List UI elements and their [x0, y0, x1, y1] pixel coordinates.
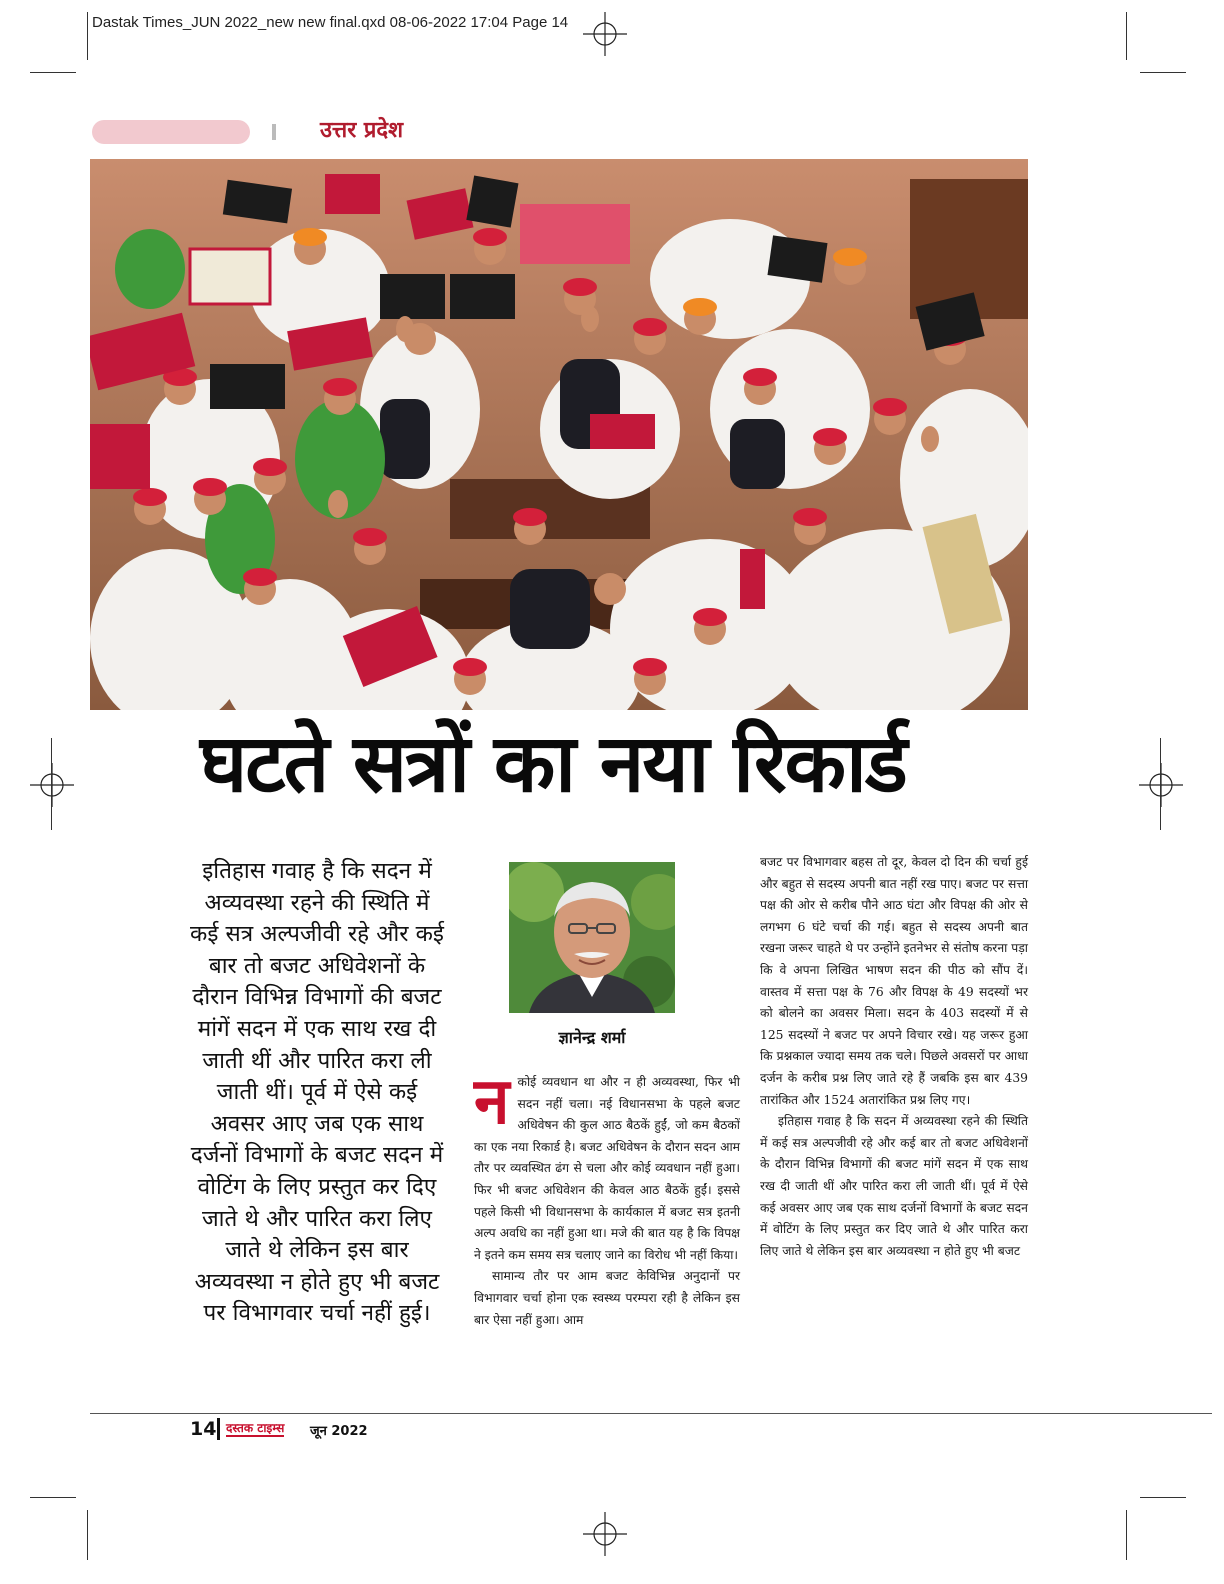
crop-mark	[87, 12, 88, 60]
crop-mark	[1140, 72, 1186, 73]
registration-mark-icon	[1139, 763, 1183, 807]
page-number: 14	[190, 1418, 217, 1440]
crop-mark	[1160, 738, 1161, 830]
headline: घटते सत्रों का नया रिकार्ड	[200, 717, 906, 810]
pull-quote: इतिहास गवाह है कि सदन में अव्यवस्था रहने की स्थिति में कई सत्र अल्पजीवी रहे और कई बार तो बजट अधिवेशनों के दौरान विभिन्न विभागों की बजट मांगें सदन में एक साथ रख दी जाती थीं और पारित करा ली जाती थीं। पूर्व में ऐसे कई अवसर आए जब एक साथ दर्जनों विभागों के बजट सदन में वोटिंग के लिए प्रस्तुत कर दिए जाते थे और पारित करा लिए जाते थे लेकिन इस बार अव्यवस्था न होते हुए भी बजट पर विभागवार चर्चा नहीं हुई।	[190, 858, 444, 1327]
registration-mark-icon	[30, 763, 74, 807]
author-photo	[509, 862, 675, 1013]
registration-mark-icon	[583, 1512, 627, 1556]
print-slug: Dastak Times_JUN 2022_new new final.qxd 08-06-2022 17:04 Page 14	[92, 14, 569, 31]
crop-mark	[30, 72, 76, 73]
article-paragraph: कोई व्यवधान था और न ही अव्यवस्था, फिर भी सदन नहीं चला। नई विधानसभा के पहले बजट अधिवेषन की कुल आठ बैठकें हुईं, जो कम बैठकों का एक नया रिकार्ड है। बजट अधिवेषन के दौरान सदन आम तौर पर व्यवस्थित ढंग से चला और कोई व्यवधान नहीं हुआ। फिर भी बजट अधिवेशन की केवल आठ बैठकें हुईं। इससे पहले किसी भी विधानसभा के कार्यकाल में बजट सत्र इतनी अल्प अवधि का नहीं हुआ था। मजे की बात यह है कि विपक्ष ने इतने कम समय सत्र चलाए जाने का विरोध भी नहीं किया।	[474, 1075, 740, 1262]
article-paragraph: इतिहास गवाह है कि सदन में अव्यवस्था रहने की स्थिति में कई सत्र अल्पजीवी रहे और कई बार तो बजट अधिवेशनों के दौरान विभिन्न विभागों की बजट मांगें सदन में एक साथ रख दी जाती थीं और पारित करा ली जाती थीं। पूर्व में ऐसे कई अवसर आए जब एक साथ दर्जनों विभागों के बजट सदन में वोटिंग के लिए प्रस्तुत कर दिए जाते थे और पारित करा लिए जाते थे लेकिन इस बार अव्यवस्था न होते हुए भी बजट	[760, 1114, 1028, 1258]
crop-mark	[1126, 12, 1127, 60]
crop-mark	[51, 738, 52, 830]
article-paragraph: सामान्य तौर पर आम बजट केविभिन्न अनुदानों पर विभागवार चर्चा होना एक स्वस्थ्य परम्परा रही है लेकिन इस बार ऐसा नहीं हुआ। आम	[474, 1269, 740, 1327]
author-portrait-illustration	[509, 862, 675, 1013]
footer-divider	[217, 1418, 220, 1440]
footer-rule	[90, 1413, 1212, 1414]
crop-mark	[30, 1497, 76, 1498]
registration-mark-icon	[583, 12, 627, 56]
crop-mark	[1126, 1510, 1127, 1560]
crop-mark	[1140, 1497, 1186, 1498]
drop-cap: न	[474, 1065, 510, 1139]
assembly-protest-photo	[90, 159, 1028, 710]
protest-scene-illustration	[90, 159, 1028, 710]
section-accent-bar	[92, 120, 250, 144]
article-column-3	[760, 852, 1028, 1262]
section-title: उत्तर प्रदेश	[320, 118, 404, 143]
magazine-logo: दस्तक टाइम्स	[226, 1421, 285, 1435]
article-column-2	[474, 1065, 740, 1331]
crop-mark	[87, 1510, 88, 1560]
issue-date: जून 2022	[310, 1424, 368, 1439]
article-paragraph: बजट पर विभागवार बहस तो दूर, केवल दो दिन की चर्चा हुई और बहुत से सदस्य अपनी बात नहीं रख पाए। बजट पर सत्ता पक्ष की ओर से करीब पौने आठ घंटा और विपक्ष की ओर से लगभग 6 घंटे चर्चा की गई। बहुत से सदस्य अपनी बात रखना जरूर चाहते थे पर उन्होंने इतनेभर से संतोष करना पड़ा कि वे अपना लिखित भाषण सदन की पीठ को सौंप दें। वास्तव में सत्ता पक्ष के 76 और विपक्ष के 49 सदस्यों भर को बोलने का अवसर मिला। सदन के 403 सदस्यों में से 125 सदस्यों ने बजट पर अपने विचार रखे। यह जरूर हुआ कि प्रश्नकाल ज्यादा समय तक चले। पिछले अवसरों पर आधा दर्जन के करीब प्रश्न लिए जाते रहे हैं जबकि इस बार 439 तारांकित और 1524 अतारांकित प्रश्न लिए गए।	[760, 855, 1028, 1107]
section-divider	[272, 124, 276, 140]
author-byline: ज्ञानेन्द्र शर्मा	[558, 1028, 626, 1047]
